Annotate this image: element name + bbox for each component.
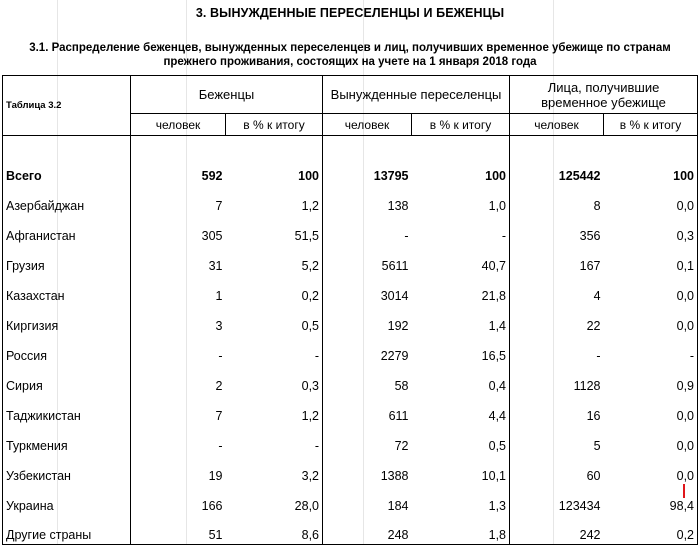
percent-cell: 0,5: [301, 318, 320, 333]
count-cell: 192: [323, 305, 412, 335]
percent-cell: 100: [604, 136, 698, 185]
count-cell: 305: [131, 215, 226, 245]
column-header: человек: [510, 114, 604, 136]
percent-cell: 3,2: [301, 468, 320, 483]
percent-cell: 0,0: [604, 425, 698, 455]
percent-cell: 0,2: [604, 515, 698, 545]
percent-cell: 0,0: [604, 185, 698, 215]
percent-cell: -: [604, 335, 698, 365]
country-name: Таджикистан: [3, 395, 131, 425]
count-cell: 2: [131, 365, 226, 395]
country-name: Афганистан: [3, 215, 131, 245]
count-cell: -: [510, 335, 604, 365]
percent-cell: 5,2: [301, 258, 320, 273]
table-row: [3, 245, 698, 275]
count-cell: 1: [131, 275, 226, 305]
count-cell: 19: [131, 455, 226, 485]
count-cell: 356: [510, 215, 604, 245]
percent-cell: -: [501, 228, 507, 243]
cell-cursor-marker: [683, 484, 685, 498]
count-cell: 16: [510, 395, 604, 425]
count-cell: 72: [323, 425, 412, 455]
table-row: [3, 365, 698, 395]
count-cell: 125442: [510, 136, 604, 185]
count-cell: 242: [510, 515, 604, 545]
count-cell: 3: [131, 305, 226, 335]
group-header-refugees: Беженцы: [131, 76, 323, 114]
percent-cell: 51,5: [294, 228, 320, 243]
table-row: [3, 455, 698, 485]
country-name: Грузия: [3, 245, 131, 275]
count-cell: 611: [323, 395, 412, 425]
table-caption: 3.1. Распределение беженцев, вынужденных переселенцев и лиц, получивших временное убежище по странам прежнего проживания, состоящих на учете на 1 января 2018 года: [29, 42, 671, 68]
country-name: Узбекистан: [3, 455, 131, 485]
count-cell: 13795: [323, 136, 412, 185]
table-row: [3, 275, 698, 305]
percent-cell: 98,4: [604, 485, 698, 515]
table-row: [3, 305, 698, 335]
count-cell: -: [131, 335, 226, 365]
percent-cell: 0,2: [301, 288, 320, 303]
count-cell: 5611: [323, 245, 412, 275]
percent-cell: 0,0: [604, 395, 698, 425]
percent-cell: 1,0: [488, 198, 507, 213]
count-cell: 138: [323, 185, 412, 215]
percent-cell: 0,0: [604, 455, 698, 485]
country-name: Туркмения: [3, 425, 131, 455]
total-row: [3, 136, 698, 185]
country-name: Киргизия: [3, 305, 131, 335]
count-cell: 5: [510, 425, 604, 455]
table-number-label: Таблица 3.2: [3, 76, 131, 136]
count-cell: 184: [323, 485, 412, 515]
percent-cell: 40,7: [481, 258, 507, 273]
count-cell: 4: [510, 275, 604, 305]
count-cell: 3014: [323, 275, 412, 305]
percent-cell: 100: [485, 168, 507, 183]
country-name: Казахстан: [3, 275, 131, 305]
percent-cell: 1,2: [301, 198, 320, 213]
count-cell: 60: [510, 455, 604, 485]
country-name: Россия: [3, 335, 131, 365]
count-cell: 123434: [510, 485, 604, 515]
percent-cell: 0,3: [301, 378, 320, 393]
percent-cell: 28,0: [294, 498, 320, 513]
percent-cell: 0,0: [604, 305, 698, 335]
column-header: в % к итогу: [604, 114, 698, 136]
table-row: [3, 485, 698, 515]
percent-cell: 0,9: [604, 365, 698, 395]
table-row: [3, 515, 698, 545]
percent-cell: 0,3: [604, 215, 698, 245]
percent-cell: 100: [298, 168, 320, 183]
table-row: [3, 395, 698, 425]
count-cell: 58: [323, 365, 412, 395]
count-cell: 7: [131, 395, 226, 425]
table-row: [3, 215, 698, 245]
data-table: [2, 75, 698, 545]
percent-cell: 0,4: [488, 378, 507, 393]
percent-cell: 1,8: [412, 515, 510, 545]
percent-cell: -: [314, 348, 320, 363]
percent-cell: 0,1: [604, 245, 698, 275]
table-row: [3, 425, 698, 455]
group-header-asylum: Лица, получившие временное убежище: [510, 76, 698, 114]
table-row: [3, 185, 698, 215]
percent-cell: 10,1: [481, 468, 507, 483]
count-cell: 166: [131, 485, 226, 515]
percent-cell: 0,5: [488, 438, 507, 453]
table-row: [3, 335, 698, 365]
count-cell: 167: [510, 245, 604, 275]
country-name: Украина: [3, 485, 131, 515]
percent-cell: 21,8: [481, 288, 507, 303]
percent-cell: -: [314, 438, 320, 453]
percent-cell: 8,6: [226, 515, 323, 545]
percent-cell: 1,4: [488, 318, 507, 333]
count-cell: 8: [510, 185, 604, 215]
section-title: 3. ВЫНУЖДЕННЫЕ ПЕРЕСЕЛЕНЦЫ И БЕЖЕНЦЫ: [195, 6, 505, 20]
count-cell: -: [323, 215, 412, 245]
count-cell: 7: [131, 185, 226, 215]
percent-cell: 1,2: [301, 408, 320, 423]
count-cell: 22: [510, 305, 604, 335]
country-name: Другие страны: [3, 515, 131, 545]
count-cell: 592: [131, 136, 226, 185]
percent-cell: 1,3: [488, 498, 507, 513]
column-header: человек: [131, 114, 226, 136]
column-header: в % к итогу: [226, 114, 323, 136]
group-header-displaced: Вынужденные переселенцы: [323, 76, 510, 114]
country-name: Всего: [3, 136, 131, 185]
count-cell: 51: [131, 515, 226, 545]
percent-cell: 4,4: [488, 408, 507, 423]
count-cell: 1128: [510, 365, 604, 395]
count-cell: 31: [131, 245, 226, 275]
column-header: в % к итогу: [412, 114, 510, 136]
count-cell: 248: [323, 515, 412, 545]
percent-cell: 16,5: [481, 348, 507, 363]
count-cell: -: [131, 425, 226, 455]
count-cell: 2279: [323, 335, 412, 365]
country-name: Азербайджан: [3, 185, 131, 215]
count-cell: 1388: [323, 455, 412, 485]
percent-cell: 0,0: [604, 275, 698, 305]
column-header: человек: [323, 114, 412, 136]
country-name: Сирия: [3, 365, 131, 395]
